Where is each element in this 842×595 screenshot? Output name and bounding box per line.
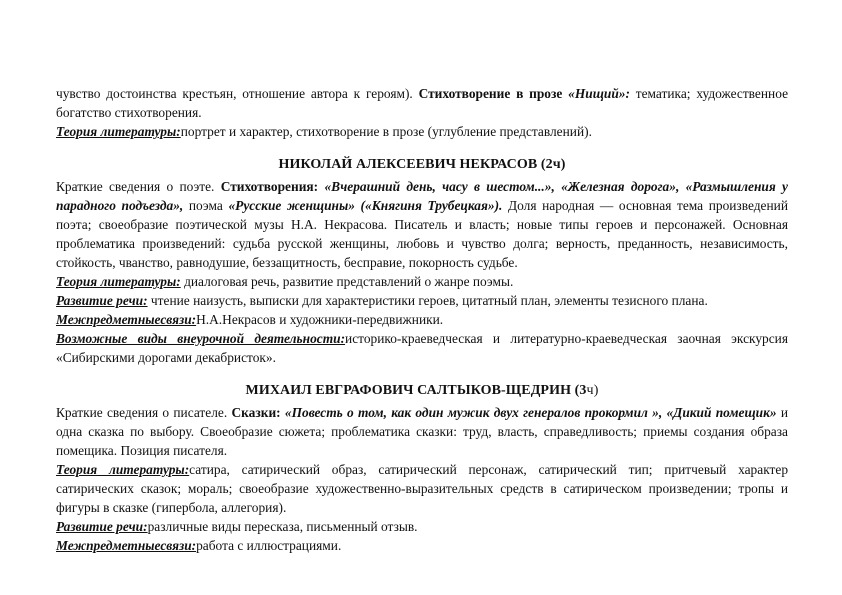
nekrasov-theory-paragraph	[56, 272, 788, 291]
heading-hours: (2ч)	[540, 157, 566, 172]
speech-text: различные виды пересказа, письменный отзыв.	[147, 519, 418, 534]
saltykov-speech-paragraph	[56, 517, 788, 536]
links-label: Межпредметныесвязи:	[56, 312, 197, 327]
nekrasov-speech-paragraph	[56, 291, 788, 310]
intro-prose-label: Стихотворение в прозе	[418, 86, 569, 101]
page-content	[56, 84, 788, 555]
links-text: Н.А.Некрасов и художники-передвижники.	[196, 312, 444, 327]
speech-text: чтение наизусть, выписки для характеристики героев, цитатный план, элементы тезисного плана.	[147, 293, 708, 308]
nekrasov-description: Доля народная — основная тема произведений поэта; своеобразие поэтической музы Н.А. Некрасова. Писатель и власть; новые типы героев и персонажей. Основная проблематика произведений: судьба русской женщины, любовь и чувство долга; верность, преданность, независимость, стойкость, чванство, равнодушие, беззащитность, бесправие, покорность судьбе.	[56, 198, 788, 270]
activities-text: историко-краеведческая и литературно-краеведческая заочная экскурсия «Сибирскими дорогами декабристок».	[56, 331, 788, 365]
intro-text: чувство достоинства крестьян, отношение автора к героям).	[56, 86, 419, 101]
links-text: работа с иллюстрациями.	[196, 538, 342, 553]
saltykov-description: и одна сказка по выбору. Своеобразие сюжета; проблематика сказки: труд, власть, справедливость; приемы создания образа помещика. Позиция писателя.	[56, 405, 788, 458]
speech-label: Развитие речи:	[56, 293, 148, 308]
section-heading-saltykov	[56, 381, 788, 400]
poem-word: поэма	[183, 198, 229, 213]
nekrasov-activities-paragraph	[56, 329, 788, 367]
theory-text: диалоговая речь, развитие представлений о жанре поэмы.	[180, 274, 514, 289]
theory-label: Теория литературы:	[56, 462, 190, 477]
intro-paragraph	[56, 84, 788, 122]
saltykov-links-paragraph	[56, 536, 788, 555]
heading-name: НИКОЛАЙ АЛЕКСЕЕВИЧ НЕКРАСОВ	[278, 157, 538, 172]
theory-text: портрет и характер, стихотворение в прозе (углубление представлений).	[180, 124, 592, 139]
saltykov-main-paragraph	[56, 403, 788, 460]
heading-name: МИХАИЛ ЕВГРАФОВИЧ САЛТЫКОВ-ЩЕДРИН	[245, 383, 572, 398]
intro-text-end: тематика; художественное богатство стихотворения.	[56, 86, 789, 120]
section-heading-nekrasov	[56, 155, 788, 174]
theory-label: Теория литературы:	[56, 274, 181, 289]
saltykov-intro-text: Краткие сведения о писателе.	[56, 405, 232, 420]
activities-label: Возможные виды внеурочной деятельности:	[56, 331, 346, 346]
poem-title: «Русские женщины» («Княгиня Трубецкая»).	[228, 198, 503, 213]
tale-titles: «Повесть о том, как один мужик двух генералов прокормил », «Дикий помещик»	[284, 405, 777, 420]
intro-work-title: «Нищий»:	[568, 86, 636, 101]
tales-label: Сказки:	[231, 405, 285, 420]
nekrasov-links-paragraph	[56, 310, 788, 329]
heading-hours: (3	[574, 383, 587, 398]
nekrasov-intro-text: Краткие сведения о поэте.	[56, 179, 221, 194]
speech-label: Развитие речи:	[56, 519, 148, 534]
theory-text: сатира, сатирический образ, сатирический персонаж, сатирический тип; притчевый характер сатирических сказок; мораль; своеобразие художественно-выразительных средств в сатирическом произведении; тропы и фигуры в сказке (гипербола, аллегория).	[56, 462, 789, 515]
saltykov-theory-paragraph	[56, 460, 788, 517]
poem-titles: «Вчерашний день, часу в шестом...», «Железная дорога», «Размышления у парадного подъезда»,	[56, 179, 788, 213]
poems-label: Стихотворения:	[220, 179, 325, 194]
links-label: Межпредметныесвязи:	[56, 538, 197, 553]
heading-hours-unit: ч)	[586, 383, 599, 398]
theory-label: Теория литературы:	[56, 124, 181, 139]
nekrasov-main-paragraph	[56, 177, 788, 272]
intro-theory-paragraph	[56, 122, 788, 141]
